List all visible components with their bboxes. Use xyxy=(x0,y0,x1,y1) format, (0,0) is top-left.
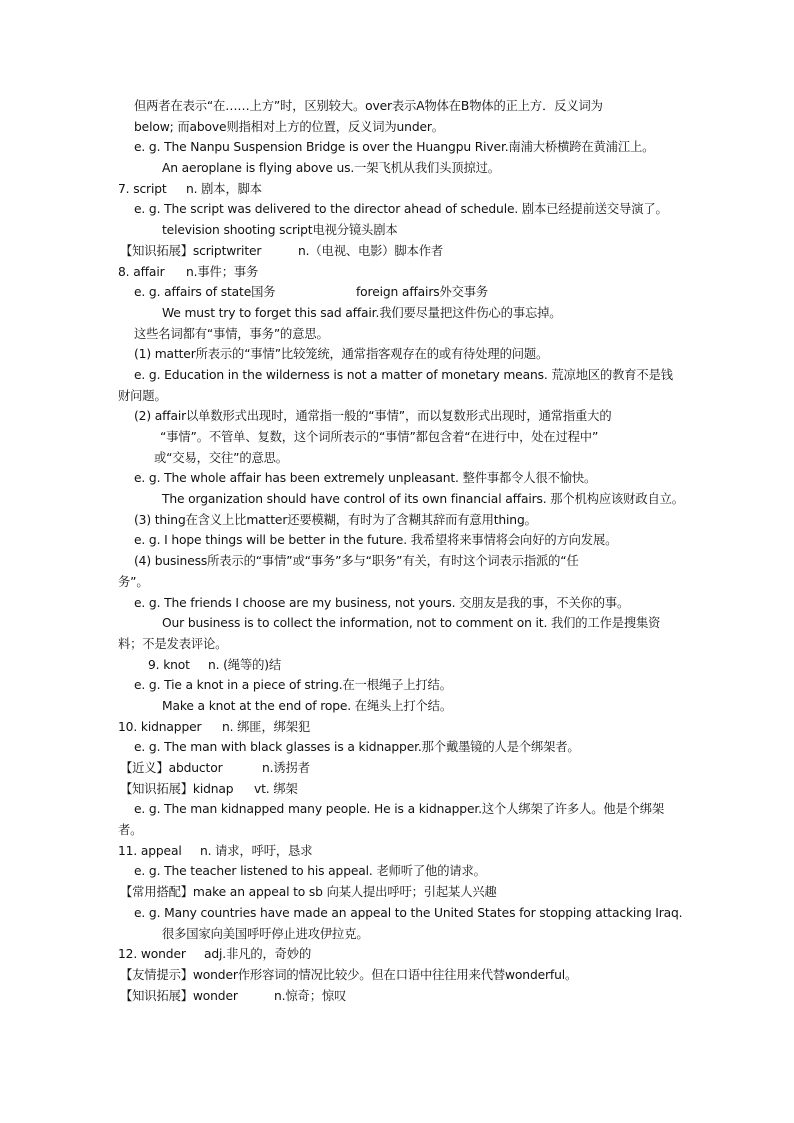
example-line: e. g. The friends I choose are my business, not yours. 交朋友是我的事，不关你的事。 xyxy=(134,595,630,610)
vocab-entry-knot xyxy=(0,655,794,676)
extension-line: 【知识拓展】scriptwriter n.（电视、电影）脚本作者 xyxy=(120,243,444,258)
vocab-entry-kidnapper xyxy=(0,717,794,738)
text-line: 但两者在表示“在……上方”时，区别较大。over表示A物体在B物体的正上方．反义词为 xyxy=(134,99,603,113)
vocab-entry-affair xyxy=(0,262,794,283)
example-line: e. g. Tie a knot in a piece of string.在一根绳子上打结。 xyxy=(134,678,452,693)
text-line: 这些名词都有“事情，事务”的意思。 xyxy=(134,326,329,341)
vocab-entry-script xyxy=(0,179,794,200)
text-line: 或“交易，交往”的意思。 xyxy=(154,450,288,465)
example-line: e. g. The teacher listened to his appeal. 老师听了他的请求。 xyxy=(134,864,486,879)
example-line: e. g. I hope things will be better in the future. 我希望将来事情将会向好的方向发展。 xyxy=(134,533,618,548)
example-line: e. g. The Nanpu Suspension Bridge is over the Huangpu River.南浦大桥横跨在黄浦江上。 xyxy=(134,140,655,155)
vocab-word: 11. appeal xyxy=(118,843,182,858)
example-line: An aeroplane is flying above us.一架飞机从我们头顶掠过。 xyxy=(162,161,500,176)
text-line: 财问题。 xyxy=(118,388,167,403)
example-line: Our business is to collect the information, not to comment on it. 我们的工作是搜集资 xyxy=(162,616,661,631)
extension-line: 【知识拓展】kidnap vt. 绑架 xyxy=(120,781,298,796)
text-line: 料；不是发表评论。 xyxy=(118,636,228,651)
vocab-definition: n. 剧本，脚本 xyxy=(186,181,262,196)
example-line: 很多国家向美国呼吁停止进攻伊拉克。 xyxy=(162,926,369,941)
example-line: e. g. The whole affair has been extremely unpleasant. 整件事都令人很不愉快。 xyxy=(134,471,597,486)
text-line: (3) thing在含义上比matter还要模糊，有时为了含糊其辞而有意用thing。 xyxy=(134,512,537,527)
vocab-definition: n. (绳等的)结 xyxy=(208,657,282,672)
vocab-definition: adj.非凡的，奇妙的 xyxy=(204,947,312,962)
example-line: We must try to forget this sad affair.我们要尽量把这件伤心的事忘掉。 xyxy=(162,305,562,320)
text-line: 者。 xyxy=(118,823,143,838)
text-line: (2) affair以单数形式出现时，通常指一般的“事情”，而以复数形式出现时，通常指重大的 xyxy=(134,409,612,424)
vocab-word: 8. affair xyxy=(118,264,165,279)
example-line: e. g. The script was delivered to the director ahead of schedule. 剧本已经提前送交导演了。 xyxy=(134,202,668,217)
collocation-line: 【常用搭配】make an appeal to sb 向某人提出呼吁；引起某人兴趣 xyxy=(120,885,497,900)
example-line: television shooting script电视分镜头剧本 xyxy=(162,223,398,238)
example-line: e. g. Education in the wilderness is not a matter of monetary means. 荒凉地区的教育不是钱 xyxy=(134,367,673,382)
example-line: e. g. The man kidnapped many people. He is a kidnapper.这个人绑架了许多人。他是个绑架 xyxy=(134,802,665,817)
example-line: The organization should have control of its own financial affairs. 那个机构应该财政自立。 xyxy=(162,492,684,507)
vocab-word: 9. knot xyxy=(148,657,190,672)
vocab-definition: n.事件；事务 xyxy=(186,264,259,279)
text-line: below; 而above则指相对上方的位置，反义词为under。 xyxy=(134,119,444,134)
text-line: “事情”。不管单、复数，这个词所表示的“事情”都包含着“在进行中，处在过程中” xyxy=(160,430,599,444)
text-line: (4) business所表示的“事情”或“事务”多与“职务”有关，有时这个词表示指派的“任 xyxy=(134,554,579,569)
extension-line: 【知识拓展】wonder n.惊奇；惊叹 xyxy=(120,988,347,1003)
text-line: (1) matter所表示的“事情”比较笼统，通常指客观存在的或有待处理的问题。 xyxy=(134,347,549,362)
example-line: e. g. Many countries have made an appeal to the United States for stopping attacking Iraq. xyxy=(134,905,683,920)
vocab-entry-wonder xyxy=(0,944,794,965)
vocab-word: 12. wonder xyxy=(118,947,186,962)
vocab-word: 7. script xyxy=(118,181,167,196)
vocab-entry-appeal xyxy=(0,841,794,862)
example-line: e. g. affairs of state国务 foreign affairs外交事务 xyxy=(134,285,489,300)
vocab-word: 10. kidnapper xyxy=(118,719,202,734)
document-page xyxy=(0,96,794,1006)
tip-line: 【友情提示】wonder作形容词的情况比较少。但在口语中往往用来代替wonderful。 xyxy=(120,967,578,982)
vocab-definition: n. 绑匪，绑架犯 xyxy=(222,719,311,734)
vocab-definition: n. 请求，呼吁，恳求 xyxy=(200,843,313,858)
text-line: 务”。 xyxy=(118,574,149,589)
example-line: e. g. The man with black glasses is a kidnapper.那个戴墨镜的人是个绑架者。 xyxy=(134,740,580,755)
example-line: Make a knot at the end of rope. 在绳头上打个结。 xyxy=(162,698,452,713)
synonym-line: 【近义】abductor n.诱拐者 xyxy=(120,761,310,775)
